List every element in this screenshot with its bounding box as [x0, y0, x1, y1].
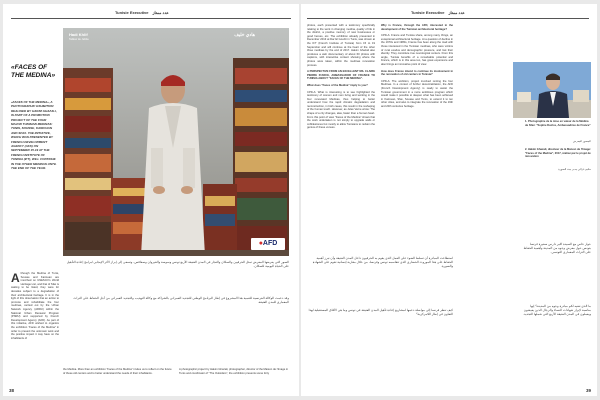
header-rule: [11, 18, 291, 19]
question-1: What does "Faces of the Medina" imply to you?: [307, 83, 368, 87]
question-3: How does France intend to continue its involvement in the renovation of old centers in Tunisia?: [381, 69, 453, 77]
body-text: lthough the Medina of Tunis, Sousse and Kairouan are inscribed on UNESCO's World Heritage List, and that of Sfax is waiting to be listed, they were for decades subject to a degradation of their architectural heritage. It is in the light of this observation that an action to promote and rehabilitate the four medinas, carried out by the Urban Network Agency (ARRU) within the National Urban Renewal Program (PNRU) and supported by French Development Agency (AFD). As part of this initiative, AFD wished to organize the exhibition "Faces of the Medina" in order to present the unknown work and the positive impact it may have on the inhabitants of: [11, 272, 59, 340]
photo-name-arabic: هادي خليف: [234, 32, 255, 37]
left-caption-col1: the Medina. More than an exhibition "Faces of the Medina" invites us to reflect on the future of these old centers and to better understand the needs of their inhabitants.: [63, 368, 172, 375]
right-arabic-block-4: ما الذي تعنيه لكم مبادرة وجوه من المدينة؟ إنها مناسبة لإبراز شهادات النساء والرجال الذين يعيشون ويعملون في المدن العتيقة الأربع التي شملها التجديد.: [523, 304, 591, 316]
magazine-name-right: Tunisie Executive: [411, 10, 445, 15]
header-arabic-right: عدد ممتاز: [448, 10, 465, 15]
caption-1-arabic: المصور المعرض: [572, 140, 591, 143]
photo-illustration: [63, 28, 289, 256]
body-column-1: [11, 272, 59, 392]
ambassador-illustration: [513, 62, 591, 118]
col1-text: photos, each presented with a testimony specifically relating to the work in changing medina, quality of life in the district, a positive memory of new businesses or good heroes, etc. The exhibition already presented in December 2013 at Dar El Gourbi in Tunis, was shown at the IFT (French Institute of Tunisia) from 15 to 19 September and will continue at the heart of the other three medinas by the end of 2017. Hakim Ghazali also produces a web documentary of about 60 photos with captions, with interactive content showing where the photos were taken, within the medinas renovation process.: [307, 24, 375, 67]
running-header: [115, 9, 169, 17]
caption-2: 2. Hakim Ghazali, directeur de la Maison de l'Image: "Faces of the Medina", 2017, réalisé par le projet de rénovation: [525, 148, 591, 159]
header-rule-right: [307, 18, 589, 19]
answer-3: CPD-A: The ambition, project involved renting the four Medinas. In a context of further decentralization, the AFD (French Development Agency) is ready to assist the Tunisian government in a more ambitious program which would make it possible to deepen what has been achieved in Kairouan, Sfax, Sousse and Tunis, to extend it to ten other cities, and also to integrate the renovation of the 19th and 20th centuries heritage.: [381, 79, 453, 108]
answer-1: CPD-A: What is interesting is to see highlighted the testimony of women and men living and working in the four renovated Medinas, thus helping to better understand how the rapid climatic degradation and reconstruction, in both cases, this result in the reshaping of the human touch. However, as Jules Verne wrote: The shape of a city changes, alas, faster than a human heart. From this point of view "Faces of the Medina" shows that the work undertaken is not simply to upgrade walls or cobblestones but mostly to allow Tunisians to reclaim the genius of these venues.: [307, 90, 375, 130]
portrait-photo: [63, 28, 289, 256]
page-number-right: 39: [585, 388, 591, 393]
afd-logo-text: AFD: [262, 240, 278, 247]
interview-heading: A PERSPECTIVE FROM AN EXCELLENT MS. CLAIRE PIERRE D'ARCE, AMBASSADOR OF FRANCE TO TUNISIA ABOUT "FACES OF THE MEDINA".: [307, 70, 375, 81]
right-column-1: [307, 24, 375, 250]
question-2: Why is France, through the AFD, interested in the development of the Tunisian architectural heritage?: [381, 24, 453, 31]
dropcap: A: [11, 272, 20, 285]
ambassador-photo: [513, 62, 591, 118]
magazine-name: Tunisie Executive: [115, 10, 149, 15]
left-page: [3, 4, 299, 396]
photo-name-latin: Hadi Khlif: [69, 32, 88, 37]
page-number-left: 38: [9, 388, 15, 393]
running-header-right: [411, 9, 465, 17]
photo-role: Tailleur de Jebba: [69, 38, 89, 41]
caption-2-arabic: حكيم غزالي مدير بيت الصورة: [558, 168, 591, 171]
left-caption-col2: A photographic project by Hakim Ghazali, photographer, director of the Maison de l'Image in Tunis and coordinator of "The Outsiders", the exhibition presents some forty: [179, 368, 289, 375]
article-title: «FACES OF THE MEDINA»: [11, 64, 56, 79]
right-arabic-block-2: كيف تنظر فرنسا إلى مواصلة دعمها لمشاريع إعادة تأهيل المدن العتيقة في تونس وما هي الآفاق المستقبلية لهذا التعاون في إطار اللامركزية؟: [308, 308, 453, 316]
right-column-2: [381, 24, 453, 250]
arabic-block-2: وقد دعمت الوكالة الفرنسية للتنمية هذا المشروع في إطار البرنامج الوطني للتجديد العمراني بالشراكة مع وكالة التهذيب والتجديد العمراني من أجل الحفاظ على التراث المعماري للمدن العتيقة.: [73, 296, 289, 304]
intro-sidebar: «FACES OF THE MEDINA», A PHOTOGRAPHIC EXHIBITION REALISED BY HAKIM GHAZALI, IS PART OF A PROMOTION PROJECT OF THE FOUR MAJOR TUNISIAN MEDINAS: TUNIS, SOUSSE, KAIROUAN AND SFAX. THE INITIATIVE, WHICH WAS PRESENTED BY FRENCH DEVELOPMENT AGENCY (AFD) ON SEPTEMBER 15-19 AT THE FRENCH INSTITUTE OF TUNISIA (IFT), WILL CONTINUE IN THE OTHER MEDINAS UNTIL THE END OF THE YEAR.: [11, 100, 57, 171]
answer-2: CPD-A: France and Tunisia share, among many things, an exceptional architectural heritage. At a question of decline in the 1970s and 1980s, France has been along the road with those interested in the Tunisian medinas, who were victims of rural exodus and demographic pressure, and lost their identity. They constitute true neurological centers. From this angle, Tunisia benefits of a remarkable potential and France, which is in this area too, has great experience and also brings an innovative point of view.: [381, 34, 453, 66]
caption-1: 1. Photographie de la mise en valeur de la Médina de Sfax: "Sophie Duclos, Ambassadrice de France": [525, 120, 591, 127]
right-page: [301, 4, 597, 396]
right-arabic-block-3: حوار خاص مع السيدة كلير دارس سفيرة فرنسا بتونس حول معرض وجوه من المدينة وأهمية الحفاظ على التراث المعماري التونسي.: [523, 242, 591, 254]
right-arabic-block-1: استطاعت المبادرة أن تسلط الضوء على العمل الذي يقوم به الحرفيون داخل المدن العتيقة وأن تبرز أهمية الحفاظ على هذا الموروث الحضاري الذي تتقاسمه تونس وفرنسا، من خلال مقاربة إنسانية تقوم على الشهادة والصورة.: [312, 256, 453, 268]
header-arabic: عدد ممتاز: [152, 10, 169, 15]
arabic-block-1: الصور التي يعرضها المعرض تمثل الحرفيين والسكان والتجار في المدن العتيقة الأربع تونس وسوسة والقيروان وصفاقس، وتسعى إلى إبراز الأثر الإيجابي لبرامج إعادة التأهيل على الحياة اليومية للسكان.: [66, 260, 289, 268]
afd-logo: ●AFD: [251, 238, 285, 250]
